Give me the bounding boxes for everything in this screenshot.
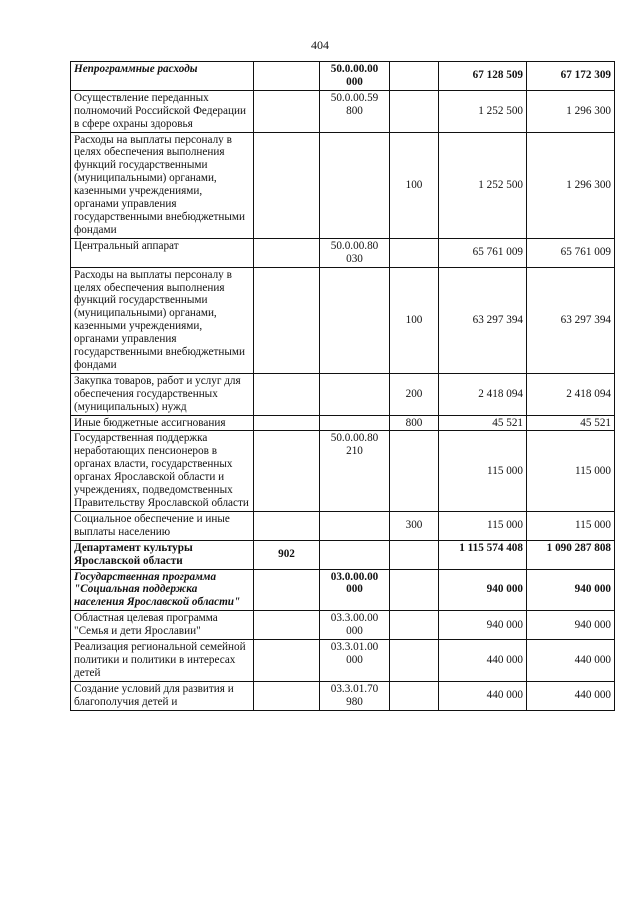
row-name-cell: Закупка товаров, работ и услуг для обеспечения государственных (муниципальных) нужд bbox=[71, 373, 254, 415]
row-amount-year1-cell: 2 418 094 bbox=[439, 373, 527, 415]
table-row bbox=[71, 540, 615, 569]
table-row bbox=[71, 681, 615, 710]
row-expense-type-cell: 800 bbox=[390, 415, 439, 431]
row-amount-year1-cell: 940 000 bbox=[439, 611, 527, 640]
row-amount-year2-cell: 1 296 300 bbox=[527, 90, 615, 132]
row-department-code-cell: 902 bbox=[254, 540, 320, 569]
row-target-article-cell: 50.0.00.00 000 bbox=[320, 62, 390, 91]
row-amount-year2-cell: 1 090 287 808 bbox=[527, 540, 615, 569]
row-target-article-cell: 50.0.00.80 030 bbox=[320, 238, 390, 267]
row-name-cell: Областная целевая программа "Семья и дети Ярославии" bbox=[71, 611, 254, 640]
row-target-article-cell bbox=[320, 373, 390, 415]
row-expense-type-cell bbox=[390, 90, 439, 132]
row-amount-year1-cell: 115 000 bbox=[439, 511, 527, 540]
row-amount-year1-cell: 940 000 bbox=[439, 569, 527, 611]
row-amount-year1-cell: 115 000 bbox=[439, 431, 527, 511]
table-row bbox=[71, 611, 615, 640]
row-amount-year2-cell: 940 000 bbox=[527, 569, 615, 611]
row-amount-year2-cell: 440 000 bbox=[527, 640, 615, 682]
table-row bbox=[71, 431, 615, 511]
row-amount-year1-cell: 1 252 500 bbox=[439, 90, 527, 132]
row-department-code-cell bbox=[254, 62, 320, 91]
row-department-code-cell bbox=[254, 267, 320, 373]
row-amount-year2-cell: 45 521 bbox=[527, 415, 615, 431]
row-target-article-cell: 03.3.01.00 000 bbox=[320, 640, 390, 682]
row-amount-year1-cell: 440 000 bbox=[439, 640, 527, 682]
row-amount-year2-cell: 1 296 300 bbox=[527, 132, 615, 238]
row-expense-type-cell bbox=[390, 431, 439, 511]
row-department-code-cell bbox=[254, 132, 320, 238]
row-target-article-cell bbox=[320, 415, 390, 431]
row-target-article-cell bbox=[320, 132, 390, 238]
row-department-code-cell bbox=[254, 611, 320, 640]
page-number: 404 bbox=[311, 38, 329, 52]
row-amount-year2-cell: 67 172 309 bbox=[527, 62, 615, 91]
table-row bbox=[71, 267, 615, 373]
row-amount-year2-cell: 440 000 bbox=[527, 681, 615, 710]
row-department-code-cell bbox=[254, 511, 320, 540]
row-amount-year2-cell: 940 000 bbox=[527, 611, 615, 640]
row-name-cell: Департамент культуры Ярославской области bbox=[71, 540, 254, 569]
row-expense-type-cell bbox=[390, 611, 439, 640]
row-amount-year1-cell: 45 521 bbox=[439, 415, 527, 431]
row-department-code-cell bbox=[254, 431, 320, 511]
row-target-article-cell: 50.0.00.80 210 bbox=[320, 431, 390, 511]
row-name-cell: Реализация региональной семейной политики и политики в интересах детей bbox=[71, 640, 254, 682]
table-row bbox=[71, 569, 615, 611]
row-target-article-cell bbox=[320, 540, 390, 569]
row-name-cell: Расходы на выплаты персоналу в целях обеспечения выполнения функций государственными (муниципальными) органами, казенными учреждениями, органами управления государственными внебюджетными фондами bbox=[71, 267, 254, 373]
row-expense-type-cell: 100 bbox=[390, 267, 439, 373]
row-target-article-cell: 50.0.00.59 800 bbox=[320, 90, 390, 132]
table-row bbox=[71, 90, 615, 132]
row-expense-type-cell bbox=[390, 540, 439, 569]
budget-table bbox=[70, 61, 615, 711]
table-row bbox=[71, 238, 615, 267]
row-amount-year1-cell: 67 128 509 bbox=[439, 62, 527, 91]
row-target-article-cell: 03.3.00.00 000 bbox=[320, 611, 390, 640]
row-amount-year2-cell: 63 297 394 bbox=[527, 267, 615, 373]
row-name-cell: Государственная поддержка неработающих пенсионеров в органах власти, государственных органах Ярославской области и учреждениях, подведомственных Правительству Ярославской области bbox=[71, 431, 254, 511]
row-name-cell: Государственная программа "Социальная поддержка населения Ярославской области" bbox=[71, 569, 254, 611]
row-expense-type-cell bbox=[390, 238, 439, 267]
row-department-code-cell bbox=[254, 569, 320, 611]
row-expense-type-cell: 200 bbox=[390, 373, 439, 415]
row-department-code-cell bbox=[254, 681, 320, 710]
row-amount-year1-cell: 1 252 500 bbox=[439, 132, 527, 238]
row-expense-type-cell bbox=[390, 681, 439, 710]
row-name-cell: Осуществление переданных полномочий Российской Федерации в сфере охраны здоровья bbox=[71, 90, 254, 132]
row-target-article-cell bbox=[320, 267, 390, 373]
row-amount-year1-cell: 63 297 394 bbox=[439, 267, 527, 373]
row-expense-type-cell: 300 bbox=[390, 511, 439, 540]
row-amount-year2-cell: 65 761 009 bbox=[527, 238, 615, 267]
table-row bbox=[71, 373, 615, 415]
row-amount-year2-cell: 115 000 bbox=[527, 431, 615, 511]
table-row bbox=[71, 640, 615, 682]
table-row bbox=[71, 415, 615, 431]
row-name-cell: Непрограммные расходы bbox=[71, 62, 254, 91]
row-expense-type-cell bbox=[390, 569, 439, 611]
row-expense-type-cell bbox=[390, 62, 439, 91]
row-expense-type-cell: 100 bbox=[390, 132, 439, 238]
row-department-code-cell bbox=[254, 640, 320, 682]
table-row bbox=[71, 132, 615, 238]
row-name-cell: Иные бюджетные ассигнования bbox=[71, 415, 254, 431]
row-department-code-cell bbox=[254, 373, 320, 415]
row-amount-year1-cell: 440 000 bbox=[439, 681, 527, 710]
table-row bbox=[71, 511, 615, 540]
table-row bbox=[71, 62, 615, 91]
row-target-article-cell bbox=[320, 511, 390, 540]
row-amount-year1-cell: 1 115 574 408 bbox=[439, 540, 527, 569]
row-amount-year2-cell: 115 000 bbox=[527, 511, 615, 540]
row-department-code-cell bbox=[254, 415, 320, 431]
budget-table-body bbox=[71, 62, 615, 711]
row-name-cell: Социальное обеспечение и иные выплаты населению bbox=[71, 511, 254, 540]
row-department-code-cell bbox=[254, 238, 320, 267]
row-name-cell: Создание условий для развития и благополучия детей и bbox=[71, 681, 254, 710]
row-target-article-cell: 03.0.00.00 000 bbox=[320, 569, 390, 611]
row-expense-type-cell bbox=[390, 640, 439, 682]
row-name-cell: Расходы на выплаты персоналу в целях обеспечения выполнения функций государственными (муниципальными) органами, казенными учреждениями, органами управления государственными внебюджетными фондами bbox=[71, 132, 254, 238]
row-target-article-cell: 03.3.01.70 980 bbox=[320, 681, 390, 710]
row-amount-year2-cell: 2 418 094 bbox=[527, 373, 615, 415]
row-amount-year1-cell: 65 761 009 bbox=[439, 238, 527, 267]
row-name-cell: Центральный аппарат bbox=[71, 238, 254, 267]
row-department-code-cell bbox=[254, 90, 320, 132]
